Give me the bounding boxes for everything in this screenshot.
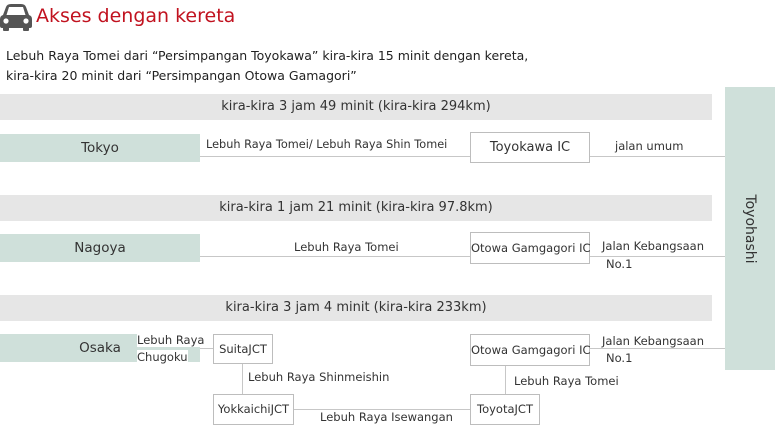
car-icon bbox=[0, 3, 32, 31]
osaka-time-bar: kira-kira 3 jam 4 minit (kira-kira 233km) bbox=[0, 295, 712, 321]
osaka-tomei-road-label: Lebuh Raya Tomei bbox=[514, 374, 619, 388]
tokyo-time-bar: kira-kira 3 jam 49 minit (kira-kira 294km) bbox=[0, 94, 712, 120]
nagoya-national-road-label-1: Jalan Kebangsaan bbox=[602, 239, 704, 253]
tokyo-route-line bbox=[200, 156, 725, 157]
tokyo-public-road-label: jalan umum bbox=[615, 139, 684, 153]
tokyo-road-label: Lebuh Raya Tomei/ Lebuh Raya Shin Tomei bbox=[206, 138, 448, 151]
page-title: Akses dengan kereta bbox=[36, 5, 236, 27]
osaka-line-down-1 bbox=[242, 363, 243, 394]
toyota-jct-box: ToyotaJCT bbox=[470, 394, 540, 425]
osaka-line-segment-1 bbox=[200, 348, 213, 349]
destination-panel bbox=[725, 87, 775, 370]
nagoya-time-bar: kira-kira 1 jam 21 minit (kira-kira 97.8km) bbox=[0, 195, 712, 221]
osaka-line-segment-end bbox=[590, 348, 725, 349]
yokkaichi-jct-box: YokkaichiJCT bbox=[213, 394, 294, 425]
tokyo-ic-box: Toyokawa IC bbox=[470, 132, 590, 163]
suita-jct-box: SuitaJCT bbox=[213, 334, 273, 364]
osaka-national-road-label-1: Jalan Kebangsaan bbox=[602, 334, 704, 348]
intro-text bbox=[6, 46, 528, 86]
nagoya-road-label: Lebuh Raya Tomei bbox=[294, 240, 399, 254]
isewangan-road-label: Lebuh Raya Isewangan bbox=[320, 410, 453, 424]
shinmeishin-road-label: Lebuh Raya Shinmeishin bbox=[248, 370, 390, 384]
destination-label: Toyohashi bbox=[742, 193, 758, 264]
nagoya-route-line bbox=[200, 256, 725, 257]
osaka-line-up bbox=[505, 366, 506, 394]
nagoya-ic-box: Otowa Gamgagori IC bbox=[470, 232, 590, 264]
intro-line-1: Lebuh Raya Tomei dari “Persimpangan Toyokawa” kira-kira 15 minit dengan kereta, bbox=[6, 48, 529, 63]
osaka-ic-box: Otowa Gamgagori IC bbox=[470, 334, 590, 366]
intro-line-2: kira-kira 20 minit dari “Persimpangan Otowa Gamagori” bbox=[6, 68, 357, 83]
osaka-national-road-label-2: No.1 bbox=[606, 351, 633, 365]
nagoya-city: Nagoya bbox=[0, 234, 200, 262]
osaka-road-label-2: Chugoku bbox=[137, 350, 188, 364]
osaka-city: Osaka bbox=[0, 334, 200, 362]
tokyo-city: Tokyo bbox=[0, 134, 200, 162]
nagoya-national-road-label-2: No.1 bbox=[606, 257, 633, 271]
osaka-road-label-1: Lebuh Raya bbox=[137, 333, 205, 347]
